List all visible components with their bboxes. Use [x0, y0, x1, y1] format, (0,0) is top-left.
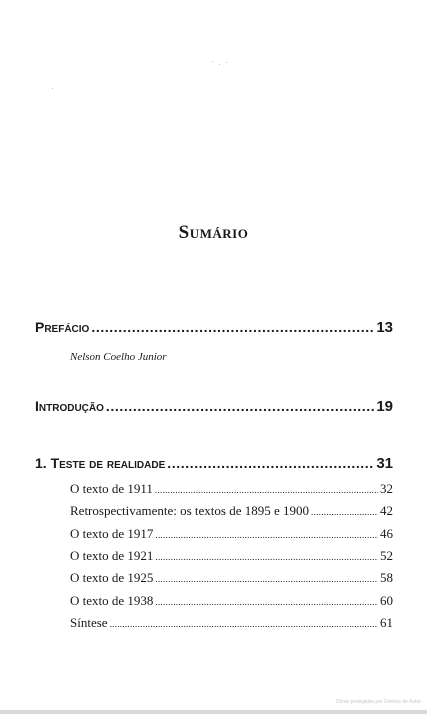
toc-entry-label: O texto de 1925 [70, 570, 154, 585]
toc-entry-label: Retrospectivamente: os textos de 1895 e 1900 [70, 503, 310, 518]
scan-speck [226, 62, 227, 63]
toc-page-number: 58 [380, 570, 393, 585]
dot-leader [155, 552, 378, 562]
toc-entry-chapter-1 [35, 455, 393, 472]
toc-page-number: 31 [376, 455, 393, 472]
toc-subentry [70, 593, 393, 609]
scan-speck [212, 61, 213, 62]
dot-leader [155, 530, 378, 540]
dot-leader [155, 597, 378, 607]
toc-subentry [70, 615, 393, 631]
toc-page-number: 19 [376, 398, 393, 415]
dot-leader [155, 485, 378, 495]
toc-subentry [70, 526, 393, 542]
toc-entry-introducao [35, 398, 393, 415]
toc-subentry [70, 570, 393, 586]
toc-title: Sumário [178, 222, 249, 243]
toc-subentry [70, 548, 393, 564]
toc-entry-label: O texto de 1911 [70, 481, 153, 496]
scan-speck [219, 64, 220, 65]
page-bottom-edge [0, 710, 427, 714]
toc-entry-label: Síntese [70, 615, 108, 630]
toc-page-number: 42 [380, 503, 393, 518]
scan-speck [52, 88, 53, 89]
dot-leader [91, 319, 374, 335]
toc-page-number: 46 [380, 526, 393, 541]
dot-leader [155, 574, 378, 584]
toc-entry-label: Prefácio [35, 319, 90, 335]
toc-subentry [70, 481, 393, 497]
toc-entry-label: 1. Teste de realidade [35, 455, 166, 471]
toc-page-number: 61 [380, 615, 393, 630]
dot-leader [311, 507, 378, 517]
dot-leader [110, 619, 378, 629]
toc-subentry [70, 503, 393, 519]
dot-leader [167, 455, 374, 471]
toc-page-number: 32 [380, 481, 393, 496]
toc-entry-label: O texto de 1921 [70, 548, 154, 563]
toc-entry-author: Nelson Coelho Junior [70, 351, 167, 363]
toc-entry-label: O texto de 1917 [70, 526, 154, 541]
toc-page-number: 13 [376, 319, 393, 336]
toc-page-number: 60 [380, 593, 393, 608]
dot-leader [106, 398, 374, 414]
toc-entry-label: O texto de 1938 [70, 593, 154, 608]
copyright-watermark: Obras protegidas por Direitos de Autor [335, 699, 421, 705]
toc-entry-label: Introdução [35, 398, 104, 414]
toc-page-number: 52 [380, 548, 393, 563]
toc-entry-prefacio [35, 319, 393, 336]
